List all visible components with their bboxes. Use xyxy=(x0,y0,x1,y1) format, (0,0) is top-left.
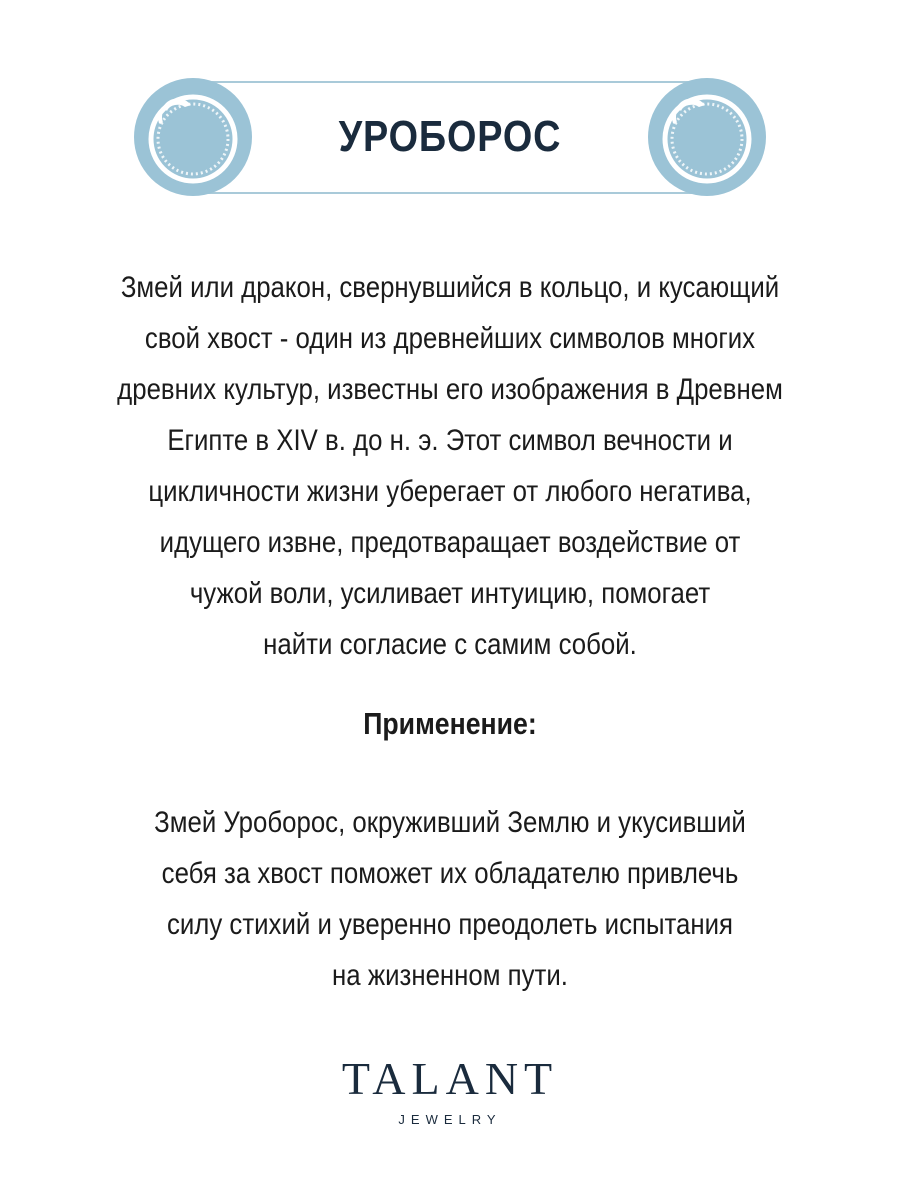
description-line: Египте в XIV в. до н. э. Этот символ вечности и xyxy=(167,424,733,457)
brand-subtitle: JEWELRY xyxy=(398,1112,502,1127)
ouroboros-ring-icon xyxy=(133,77,253,197)
brand-logo: TALANT xyxy=(341,1053,559,1104)
usage-line: силу стихий и уверенно преодолеть испытания xyxy=(166,908,733,941)
usage-text xyxy=(60,797,840,1001)
description-line: Змей или дракон, свернувшийся в кольцо, и кусающий xyxy=(120,271,780,304)
description-line: идущего извне, предотваращает воздействие от xyxy=(159,526,741,559)
banner-top-line xyxy=(190,81,710,83)
usage-line: на жизненном пути. xyxy=(332,959,568,992)
ouroboros-ring-icon xyxy=(647,77,767,197)
description-line: свой хвост - один из древнейших символов многих xyxy=(144,322,756,355)
description-line: чужой воли, усиливает интуицию, помогает xyxy=(189,577,711,610)
banner-bottom-line xyxy=(190,192,710,194)
description-line: найти согласие с самим собой. xyxy=(263,628,637,661)
page-title: УРОБОРОС xyxy=(338,112,562,161)
usage-line: себя за хвост поможет их обладателю привлечь xyxy=(161,857,739,890)
usage-heading: Применение: xyxy=(363,706,537,741)
description-line: цикличности жизни уберегает от любого негатива, xyxy=(148,475,752,508)
symbol-description xyxy=(60,262,840,670)
title-banner xyxy=(0,0,900,220)
usage-line: Змей Уроборос, окруживший Землю и укусивший xyxy=(154,806,746,839)
description-line: древних культур, известны его изображения в Древнем xyxy=(117,373,783,406)
